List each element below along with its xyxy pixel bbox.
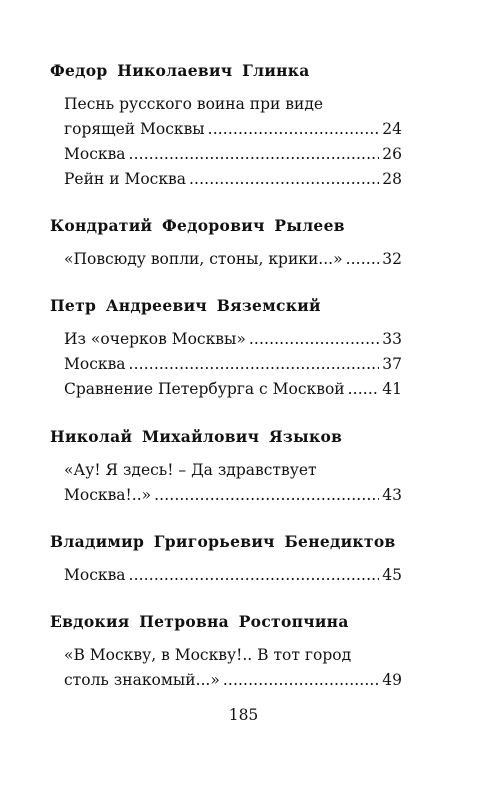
entry-final-line	[64, 247, 402, 272]
entry-final-line	[64, 483, 402, 508]
entry-title: Сравнение Петербурга с Москвой	[64, 380, 345, 398]
entry-list	[50, 563, 402, 588]
toc-entry	[64, 352, 402, 377]
entry-title-line: «Ау! Я здесь! – Да здравствует	[64, 461, 317, 479]
entry-list	[50, 92, 402, 192]
entry-title: столь знакомый...»	[64, 671, 220, 689]
toc-entry	[64, 92, 402, 142]
dot-leader	[223, 668, 379, 693]
entry-page: 45	[382, 566, 402, 584]
author-name: Евдокия Петровна Ростопчина	[50, 612, 349, 631]
dot-leader	[208, 117, 380, 142]
entry-title: Москва	[64, 355, 126, 373]
dot-leader	[129, 563, 380, 588]
toc-section	[50, 216, 402, 272]
entry-list	[50, 643, 402, 693]
toc-section	[50, 427, 402, 508]
entry-title: «Повсюду вопли, стоны, крики...»	[64, 250, 343, 268]
entry-final-line	[64, 352, 402, 377]
toc-entry	[64, 643, 402, 693]
toc-entry	[64, 247, 402, 272]
entry-page: 26	[382, 145, 402, 163]
entry-title: Москва	[64, 566, 126, 584]
toc-entry	[64, 327, 402, 352]
toc-entry	[64, 563, 402, 588]
dot-leader	[129, 142, 380, 167]
author-name: Николай Михайлович Языков	[50, 427, 343, 446]
entry-final-line	[64, 327, 402, 352]
toc-section	[50, 612, 402, 693]
entry-page: 37	[382, 355, 402, 373]
entry-page: 41	[382, 380, 402, 398]
toc-entry	[64, 377, 402, 402]
entry-list	[50, 327, 402, 402]
entry-title-line: Песнь русского воина при виде	[64, 95, 324, 113]
entry-page: 32	[382, 250, 402, 268]
author-name: Петр Андреевич Вяземский	[50, 296, 321, 315]
toc-entry	[64, 167, 402, 192]
entry-list	[50, 458, 402, 508]
entry-title: Москва	[64, 145, 126, 163]
entry-page: 28	[382, 170, 402, 188]
dot-leader	[348, 377, 380, 402]
entry-title: Москва!..»	[64, 486, 152, 504]
entry-title-line: «В Москву, в Москву!.. В тот город	[64, 646, 352, 664]
entry-final-line	[64, 377, 402, 402]
entry-final-line	[64, 668, 402, 693]
toc-entry	[64, 142, 402, 167]
toc-section	[50, 296, 402, 402]
entry-title: Рейн и Москва	[64, 170, 186, 188]
dot-leader	[189, 167, 379, 192]
author-name: Федор Николаевич Глинка	[50, 61, 310, 80]
dot-leader	[154, 483, 379, 508]
entry-page: 43	[382, 486, 402, 504]
toc-entry	[64, 458, 402, 508]
author-name: Кондратий Федорович Рылеев	[50, 216, 345, 235]
page-number: 185	[228, 706, 259, 724]
toc-section	[50, 61, 402, 192]
entry-list	[50, 247, 402, 272]
entry-title: горящей Москвы	[64, 120, 205, 138]
entry-title: Из «очерков Москвы»	[64, 330, 246, 348]
entry-page: 33	[382, 330, 402, 348]
author-name: Владимир Григорьевич Бенедиктов	[50, 532, 396, 551]
entry-page: 24	[382, 120, 402, 138]
entry-page: 49	[382, 671, 402, 689]
dot-leader	[249, 327, 379, 352]
entry-final-line	[64, 167, 402, 192]
entry-final-line	[64, 142, 402, 167]
toc-section	[50, 532, 402, 588]
dot-leader	[346, 247, 380, 272]
dot-leader	[129, 352, 380, 377]
entry-final-line	[64, 117, 402, 142]
entry-final-line	[64, 563, 402, 588]
